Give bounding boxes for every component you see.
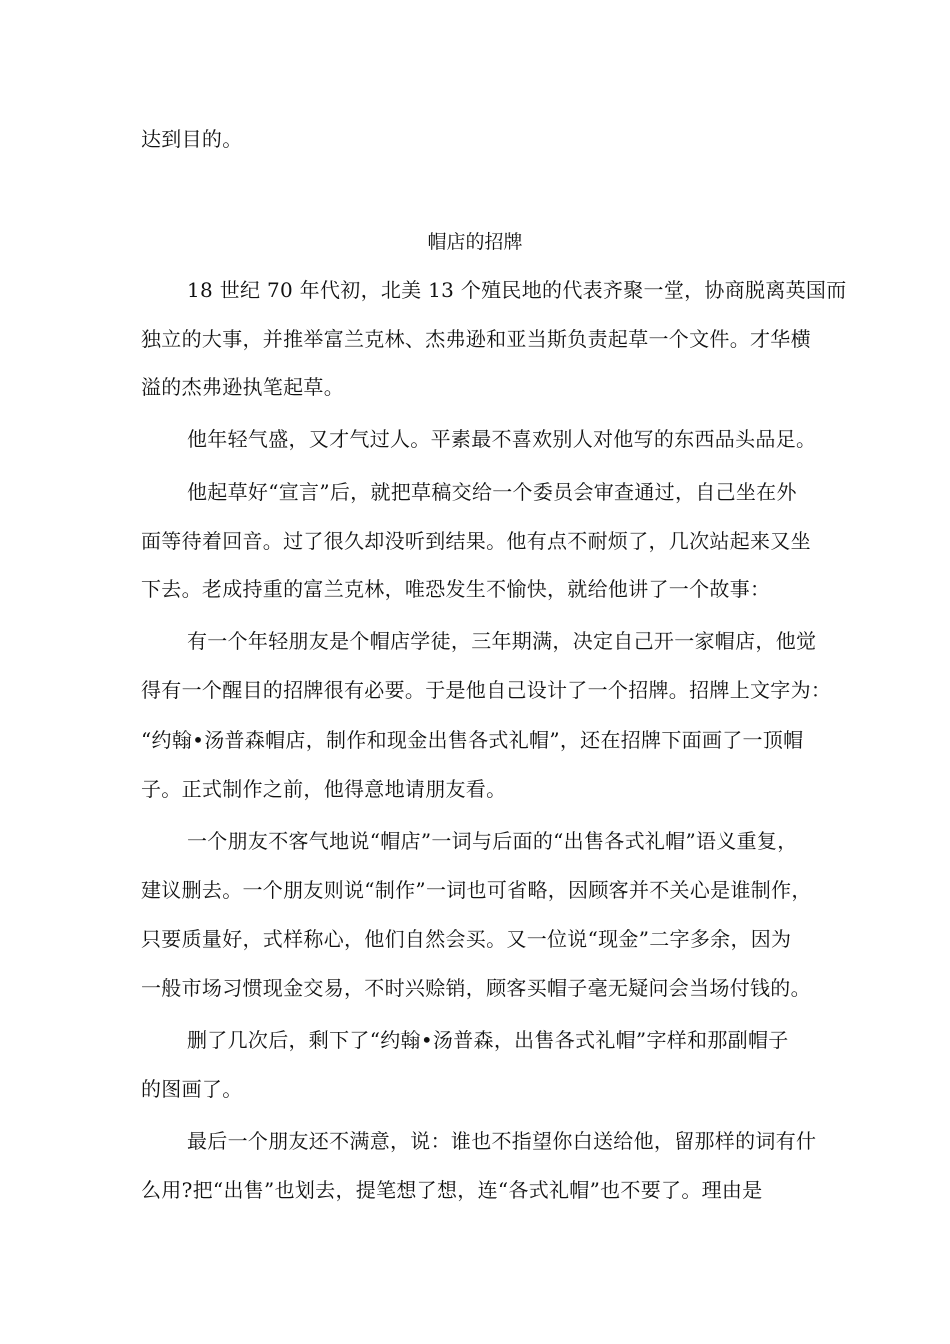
paragraph-line: “约翰•汤普森帽店，制作和现金出售各式礼帽”，还在招牌下面画了一顶帽 (141, 728, 804, 752)
paragraph-line: 一般市场习惯现金交易，不时兴赊销，顾客买帽子毫无疑问会当场付钱的。 (141, 976, 811, 1000)
paragraph-line: 子。正式制作之前，他得意地请朋友看。 (141, 777, 507, 801)
paragraph-line: 下去。老成持重的富兰克林，唯恐发生不愉快，就给他讲了一个故事： (141, 577, 771, 601)
paragraph-line: 的图画了。 (141, 1077, 243, 1101)
paragraph-line: 得有一个醒目的招牌很有必要。于是他自己设计了一个招牌。招牌上文字为： (141, 678, 832, 702)
paragraph-line: 只要质量好，式样称心，他们自然会买。又一位说“现金”二字多余，因为 (141, 927, 792, 951)
paragraph-line: 溢的杰弗逊执笔起草。 (141, 375, 344, 399)
paragraph-line: 一个朋友不客气地说“帽店”一词与后面的“出售各式礼帽”语义重复， (187, 829, 798, 853)
paragraph-line: 么用?把“出售”也划去，提笔想了想，连“各式礼帽”也不要了。理由是 (141, 1178, 763, 1202)
paragraph-line: 最后一个朋友还不满意，说：谁也不指望你白送给他，留那样的词有什 (187, 1129, 817, 1153)
paragraph-line: 有一个年轻朋友是个帽店学徒，三年期满，决定自己开一家帽店，他觉 (187, 629, 817, 653)
paragraph-line: 他起草好“宣言”后，就把草稿交给一个委员会审查通过，自己坐在外 (187, 480, 797, 504)
paragraph-line: 建议删去。一个朋友则说“制作”一词也可省略，因顾客并不关心是谁制作， (141, 878, 812, 902)
section-title: 帽店的招牌 (427, 231, 523, 253)
continuation-line: 达到目的。 (141, 127, 243, 151)
paragraph-line: 他年轻气盛，又才气过人。平素最不喜欢别人对他写的东西品头品足。 (187, 427, 817, 451)
paragraph-line: 面等待着回音。过了很久却没听到结果。他有点不耐烦了，几次站起来又坐 (141, 529, 811, 553)
paragraph-line: 18 世纪 70 年代初，北美 13 个殖民地的代表齐聚一堂，协商脱离英国而 (187, 278, 847, 302)
paragraph-line: 独立的大事，并推举富兰克林、杰弗逊和亚当斯负责起草一个文件。才华横 (141, 327, 811, 351)
paragraph-line: 删了几次后，剩下了“约翰•汤普森，出售各式礼帽”字样和那副帽子 (187, 1028, 789, 1052)
